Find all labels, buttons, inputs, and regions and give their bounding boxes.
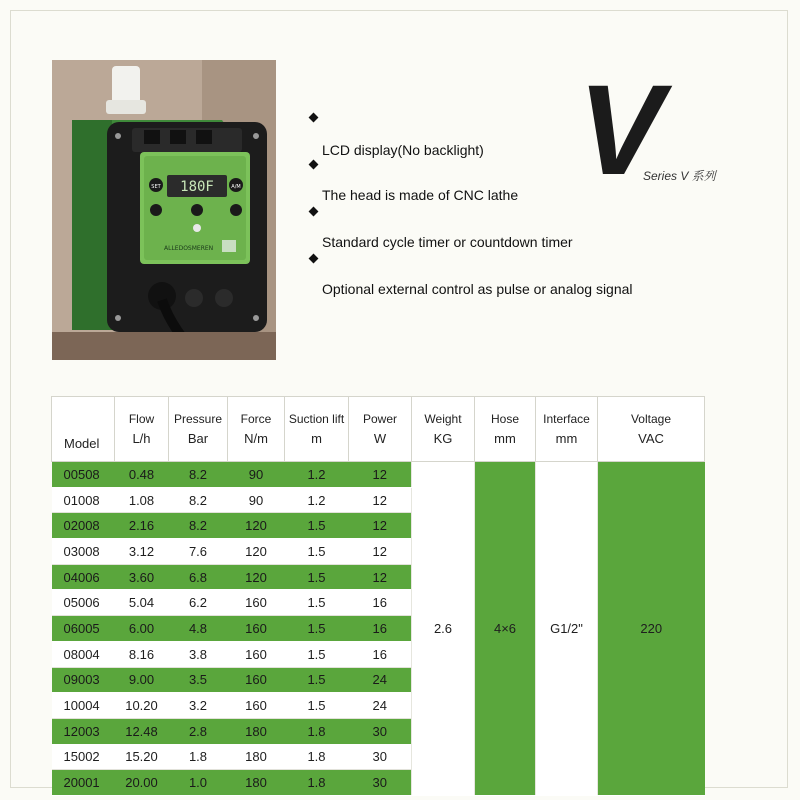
cell-flow: 15.20 (115, 744, 169, 770)
cell-suction-lift: 1.5 (285, 539, 349, 565)
cell-model: 09003 (52, 667, 115, 693)
cell-model: 01008 (52, 487, 115, 513)
cell-pressure: 2.8 (169, 718, 228, 744)
cell-flow: 6.00 (115, 616, 169, 642)
diamond-bullet-icon (309, 113, 319, 123)
cell-suction-lift: 1.5 (285, 513, 349, 539)
col-header-power: Power W (349, 397, 412, 462)
diamond-bullet-icon (309, 160, 319, 170)
cell-power: 16 (349, 616, 412, 642)
cell-power: 12 (349, 564, 412, 590)
set-button-label: SET (151, 184, 161, 190)
cell-pressure: 7.6 (169, 539, 228, 565)
cell-pressure: 3.2 (169, 693, 228, 719)
cell-pressure: 3.8 (169, 641, 228, 667)
cell-suction-lift: 1.5 (285, 693, 349, 719)
cell-pressure: 4.8 (169, 616, 228, 642)
cell-flow: 2.16 (115, 513, 169, 539)
col-header-suction-lift: Suction lift m (285, 397, 349, 462)
cell-power: 12 (349, 539, 412, 565)
col-header-hose: Hose mm (475, 397, 536, 462)
cell-suction-lift: 1.5 (285, 641, 349, 667)
cell-force: 160 (228, 693, 285, 719)
cell-model: 05006 (52, 590, 115, 616)
cell-power: 30 (349, 744, 412, 770)
feature-text: The head is made of CNC lathe (322, 187, 519, 203)
cell-power: 24 (349, 693, 412, 719)
cell-force: 90 (228, 462, 285, 488)
cell-suction-lift: 1.8 (285, 744, 349, 770)
series-v-letter: V (578, 62, 664, 186)
brand-text: ALLEDOSMEREN (164, 245, 214, 252)
cell-suction-lift: 1.5 (285, 616, 349, 642)
cell-force: 160 (228, 641, 285, 667)
cell-flow: 20.00 (115, 770, 169, 796)
cell-suction-lift: 1.8 (285, 770, 349, 796)
cell-pressure: 8.2 (169, 487, 228, 513)
col-header-force: Force N/m (228, 397, 285, 462)
cell-pressure: 8.2 (169, 462, 228, 488)
cell-flow: 8.16 (115, 641, 169, 667)
metering-pump-illustration (52, 60, 276, 360)
cell-power: 12 (349, 513, 412, 539)
cell-suction-lift: 1.2 (285, 487, 349, 513)
cell-power: 30 (349, 770, 412, 796)
col-header-model: Model (52, 397, 115, 462)
cell-power: 30 (349, 718, 412, 744)
cell-force: 180 (228, 770, 285, 796)
cell-flow: 5.04 (115, 590, 169, 616)
cell-suction-lift: 1.5 (285, 590, 349, 616)
cell-power: 16 (349, 641, 412, 667)
cell-weight-shared: 2.6 (412, 462, 475, 796)
table-header-row (52, 397, 705, 462)
cell-model: 15002 (52, 744, 115, 770)
col-header-weight: Weight KG (412, 397, 475, 462)
cell-model: 10004 (52, 693, 115, 719)
feature-text: LCD display(No backlight) (322, 142, 484, 158)
cell-suction-lift: 1.5 (285, 564, 349, 590)
cell-pressure: 3.5 (169, 667, 228, 693)
cell-model: 08004 (52, 641, 115, 667)
col-header-voltage: Voltage VAC (598, 397, 705, 462)
diamond-bullet-icon (309, 207, 319, 217)
cell-flow: 3.12 (115, 539, 169, 565)
cell-power: 24 (349, 667, 412, 693)
cell-model: 12003 (52, 718, 115, 744)
cell-model: 03008 (52, 539, 115, 565)
cell-suction-lift: 1.8 (285, 718, 349, 744)
lcd-readout: 180F (180, 179, 214, 195)
cell-model: 04006 (52, 564, 115, 590)
cell-pressure: 8.2 (169, 513, 228, 539)
feature-text: Optional external control as pulse or analog signal (322, 281, 633, 297)
cell-force: 120 (228, 539, 285, 565)
cell-power: 16 (349, 590, 412, 616)
cell-force: 160 (228, 616, 285, 642)
col-header-interface: Interface mm (536, 397, 598, 462)
cell-force: 160 (228, 590, 285, 616)
cell-flow: 12.48 (115, 718, 169, 744)
product-photo (52, 60, 276, 360)
cell-force: 180 (228, 718, 285, 744)
cell-pressure: 1.0 (169, 770, 228, 796)
cell-pressure: 6.2 (169, 590, 228, 616)
cell-force: 90 (228, 487, 285, 513)
feature-text: Standard cycle timer or countdown timer (322, 234, 573, 250)
cell-suction-lift: 1.2 (285, 462, 349, 488)
cell-force: 120 (228, 513, 285, 539)
series-caption: Series V 系列 (643, 169, 716, 183)
cell-suction-lift: 1.5 (285, 667, 349, 693)
cell-interface-shared: G1/2" (536, 462, 598, 796)
cell-force: 120 (228, 564, 285, 590)
cell-flow: 10.20 (115, 693, 169, 719)
cell-model: 20001 (52, 770, 115, 796)
cell-power: 12 (349, 462, 412, 488)
cell-hose-shared: 4×6 (475, 462, 536, 796)
feature-item (306, 204, 666, 251)
spec-table (51, 396, 705, 796)
col-header-flow: Flow L/h (115, 397, 169, 462)
cell-pressure: 6.8 (169, 564, 228, 590)
cell-pressure: 1.8 (169, 744, 228, 770)
table-row (52, 462, 705, 488)
cell-flow: 0.48 (115, 462, 169, 488)
cell-power: 12 (349, 487, 412, 513)
cell-force: 180 (228, 744, 285, 770)
col-header-pressure: Pressure Bar (169, 397, 228, 462)
cell-flow: 1.08 (115, 487, 169, 513)
am-button-label: A/M (231, 184, 241, 190)
cell-voltage-shared: 220 (598, 462, 705, 796)
cell-model: 02008 (52, 513, 115, 539)
feature-item (306, 251, 666, 298)
cell-force: 160 (228, 667, 285, 693)
cell-flow: 9.00 (115, 667, 169, 693)
cell-model: 00508 (52, 462, 115, 488)
cell-flow: 3.60 (115, 564, 169, 590)
diamond-bullet-icon (309, 254, 319, 264)
cell-model: 06005 (52, 616, 115, 642)
